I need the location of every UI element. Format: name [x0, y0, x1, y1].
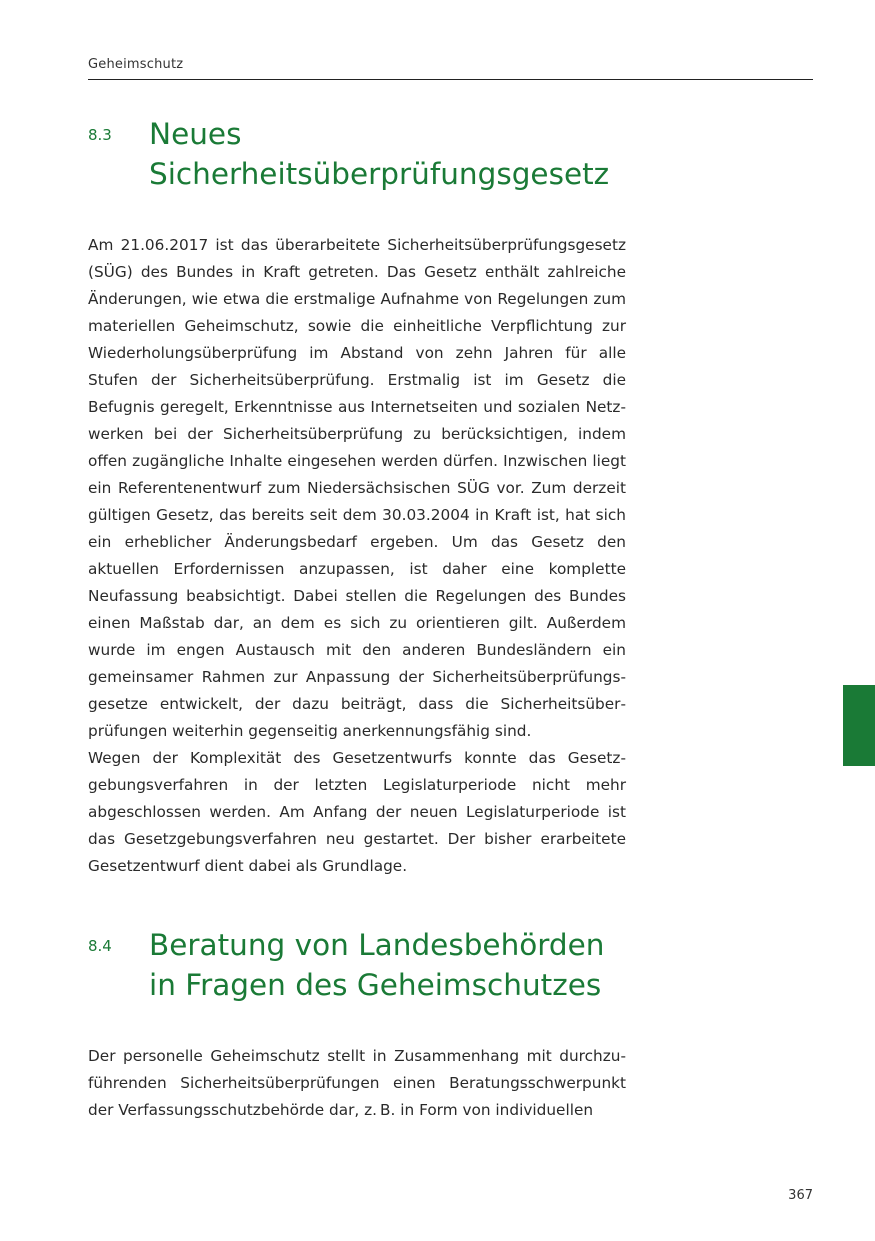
header-rule [88, 79, 813, 80]
section-title-line: Neues [149, 117, 242, 151]
section-heading [88, 114, 626, 194]
section-body [88, 232, 626, 880]
section-number: 8.3 [88, 126, 112, 144]
section-title-line: in Fragen des Geheimschutzes [149, 968, 602, 1002]
section-8-3 [88, 114, 626, 880]
chapter-thumb-tab [843, 685, 875, 766]
section-heading [88, 925, 626, 1005]
page-number: 367 [788, 1188, 813, 1203]
paragraph: Der personelle Geheimschutz stellt in Zusammenhang mit durchzuführenden Sicherheitsüberprüfungen einen Beratungsschwerpunkt der Verfassungsschutzbehörde dar, z. B. in Form von individuellen [88, 1047, 626, 1119]
section-8-4 [88, 925, 626, 1124]
paragraph: Am 21.06.2017 ist das überarbeitete Sicherheitsüberprüfungsgesetz (SÜG) des Bundes in Kraft getreten. Das Gesetz enthält zahlreiche Änderungen, wie etwa die erstmalige Aufnahme von Regelungen zum materiellen Geheimschutz, sowie die einheitliche Verpflichtung zur Wiederholungsüberprüfung im Abstand von zehn Jahren für alle Stufen der Sicherheitsüberprüfung. Erstmalig ist im Gesetz die Befugnis geregelt, Erkenntnisse aus Internetseiten und sozialen Netzwerken bei der Sicherheitsüberprüfung zu berücksichtigen, indem offen zugängliche Inhalte eingesehen werden dürfen. Inzwischen liegt ein Referentenentwurf zum Niedersächsischen SÜG vor. Zum derzeit gültigen Gesetz, das bereits seit dem 30.03.2004 in Kraft ist, hat sich ein erheblicher Änderungsbedarf ergeben. Um das Gesetz den aktuellen Erfordernissen anzupassen, ist daher eine komplette Neufassung beabsichtigt. Dabei stellen die Regelungen des Bundes einen Maßstab dar, an dem es sich zu orientieren gilt. Außerdem wurde im engen Austausch mit den anderen Bundesländern ein gemeinsamer Rahmen zur Anpassung der Sicherheitsüberprüfungsgesetze entwickelt, der dazu beiträgt, dass die Sicherheitsüberprüfungen weiterhin gegenseitig anerkennungsfähig sind. [88, 236, 626, 740]
section-body [88, 1043, 626, 1124]
running-header: Geheimschutz [88, 57, 184, 72]
paragraph: Wegen der Komplexität des Gesetzentwurfs konnte das Gesetzgebungsverfahren in der letzten Legislaturperiode nicht mehr abgeschlossen werden. Am Anfang der neuen Legislaturperiode ist das Gesetzgebungsverfahren neu gestartet. Der bisher erarbeitete Gesetzentwurf dient dabei als Grundlage. [88, 749, 626, 875]
section-title-line: Beratung von Landesbehörden [149, 928, 605, 962]
section-title-line: Sicherheitsüberprüfungsgesetz [149, 157, 610, 191]
section-number: 8.4 [88, 937, 112, 955]
